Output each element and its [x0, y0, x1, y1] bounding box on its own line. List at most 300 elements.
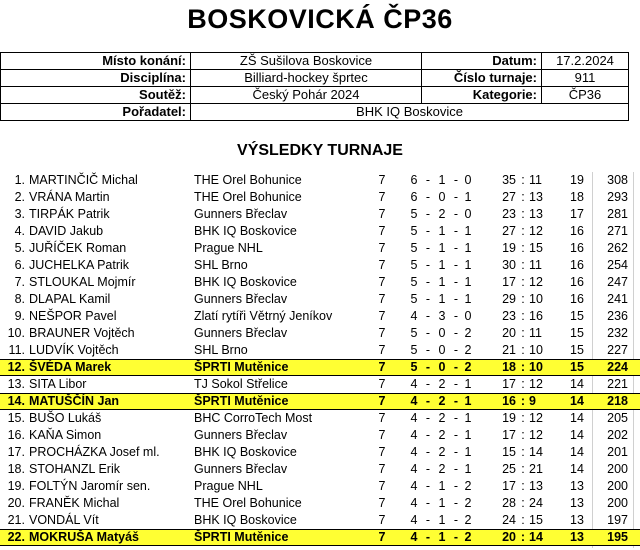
goals-for: 27 [502, 224, 516, 238]
goals-for: 28 [502, 496, 516, 510]
info-row [1, 53, 629, 70]
separator: : [521, 292, 525, 306]
separator: - [453, 411, 459, 425]
club-name: BHK IQ Boskovice [194, 275, 297, 289]
rank: 17. [7, 445, 25, 459]
separator: - [453, 241, 459, 255]
discipline-value: Billiard-hockey šprtec [191, 70, 422, 87]
wins: 5 [410, 292, 418, 306]
separator: - [425, 530, 431, 544]
goals-against: 11 [529, 258, 542, 272]
player-name: MARTINČIČ Michal [29, 173, 138, 187]
draws: 0 [438, 190, 446, 204]
goals-against: 12 [529, 411, 543, 425]
losses: 1 [464, 275, 472, 289]
tournament-number-label: Číslo turnaje: [422, 70, 542, 87]
wins: 5 [410, 224, 418, 238]
goals-for: 19 [502, 241, 516, 255]
losses: 2 [464, 496, 472, 510]
goals-against: 11 [529, 173, 542, 187]
losses: 2 [464, 360, 472, 374]
draws: 1 [438, 292, 446, 306]
draws: 1 [438, 258, 446, 272]
separator: : [520, 360, 526, 374]
losses: 2 [464, 530, 472, 544]
games-played: 7 [378, 241, 386, 255]
competition-value: Český Pohár 2024 [191, 87, 422, 104]
club-name: ŠPRTI Mutěnice [194, 360, 289, 374]
points: 14 [570, 462, 584, 476]
result-row [0, 189, 640, 206]
club-name: SHL Brno [194, 258, 248, 272]
points: 16 [570, 258, 584, 272]
draws: 2 [438, 377, 446, 391]
separator: : [521, 411, 525, 425]
rank: 6. [14, 258, 25, 272]
goals-against: 12 [529, 428, 543, 442]
separator: : [521, 309, 525, 323]
draws: 1 [438, 530, 446, 544]
club-name: BHK IQ Boskovice [194, 513, 297, 527]
player-name: JUCHELKA Patrik [29, 258, 130, 272]
score: 205 [607, 411, 628, 425]
points: 16 [570, 224, 584, 238]
wins: 4 [410, 377, 418, 391]
separator: : [520, 394, 526, 408]
losses: 0 [464, 309, 472, 323]
draws: 0 [438, 343, 446, 357]
separator: - [453, 530, 459, 544]
club-name: Prague NHL [194, 479, 263, 493]
points: 14 [570, 445, 584, 459]
club-name: ŠPRTI Mutěnice [194, 530, 289, 544]
separator: - [453, 360, 459, 374]
tournament-info-table [0, 52, 629, 121]
rank: 19. [7, 479, 25, 493]
wins: 4 [410, 411, 418, 425]
points: 17 [570, 207, 584, 221]
goals-for: 25 [502, 462, 516, 476]
wins: 5 [410, 360, 418, 374]
rank: 5. [14, 241, 25, 255]
draws: 1 [438, 275, 446, 289]
result-row [0, 512, 640, 529]
score: 200 [607, 479, 628, 493]
wins: 4 [410, 530, 418, 544]
goals-against: 10 [529, 360, 543, 374]
draws: 2 [438, 445, 446, 459]
goals-for: 19 [502, 411, 516, 425]
info-row [1, 87, 629, 104]
losses: 1 [464, 394, 472, 408]
draws: 3 [438, 309, 446, 323]
separator: : [521, 343, 525, 357]
rank: 1. [14, 173, 25, 187]
player-name: BRAUNER Vojtěch [29, 326, 135, 340]
player-name: NEŠPOR Pavel [29, 309, 117, 323]
category-label: Kategorie: [422, 87, 542, 104]
page-title: BOSKOVICKÁ ČP36 [187, 4, 453, 34]
score: 221 [607, 377, 628, 391]
club-name: THE Orel Bohunice [194, 190, 302, 204]
club-name: SHL Brno [194, 343, 248, 357]
results-list [0, 172, 640, 546]
highlighted-result-row [0, 359, 640, 376]
club-name: Gunners Břeclav [194, 462, 288, 476]
score: 218 [607, 394, 628, 408]
separator: - [425, 224, 431, 238]
result-row [0, 223, 640, 240]
separator: - [453, 258, 459, 272]
club-name: THE Orel Bohunice [194, 496, 302, 510]
goals-for: 23 [502, 309, 516, 323]
score: 200 [607, 462, 628, 476]
goals-for: 30 [502, 258, 516, 272]
goals-against: 16 [529, 309, 543, 323]
points: 13 [570, 479, 584, 493]
club-name: Gunners Břeclav [194, 207, 288, 221]
points: 16 [570, 292, 584, 306]
rank: 10. [7, 326, 25, 340]
rank: 12. [7, 360, 25, 374]
separator: - [453, 309, 459, 323]
date-value: 17.2.2024 [542, 53, 629, 70]
separator: - [425, 377, 431, 391]
player-name: JUŘÍČEK Roman [29, 241, 127, 255]
club-name: BHC CorroTech Most [194, 411, 313, 425]
goals-against: 13 [529, 207, 543, 221]
club-name: Zlatí rytíři Větrný Jeníkov [194, 309, 333, 323]
games-played: 7 [378, 360, 386, 374]
points: 14 [570, 394, 584, 408]
wins: 5 [410, 275, 418, 289]
goals-against: 24 [529, 496, 543, 510]
losses: 1 [464, 190, 472, 204]
result-row [0, 427, 640, 444]
separator: - [453, 496, 459, 510]
goals-for: 15 [502, 445, 516, 459]
wins: 4 [410, 428, 418, 442]
separator: - [425, 360, 431, 374]
games-played: 7 [378, 394, 386, 408]
results-title: VÝSLEDKY TURNAJE [237, 142, 403, 159]
losses: 1 [464, 462, 472, 476]
goals-for: 27 [502, 190, 516, 204]
separator: - [453, 326, 459, 340]
result-row [0, 325, 640, 342]
goals-against: 14 [529, 530, 543, 544]
player-name: ŠVÉDA Marek [29, 360, 112, 374]
losses: 2 [464, 513, 472, 527]
discipline-label: Disciplína: [1, 70, 191, 87]
draws: 1 [438, 496, 446, 510]
rank: 14. [7, 394, 25, 408]
goals-for: 23 [502, 207, 516, 221]
score: 232 [607, 326, 628, 340]
club-name: ŠPRTI Mutěnice [194, 394, 289, 408]
goals-against: 10 [529, 343, 543, 357]
result-row [0, 240, 640, 257]
games-played: 7 [378, 428, 386, 442]
points: 13 [570, 530, 584, 544]
games-played: 7 [378, 309, 386, 323]
draws: 1 [438, 224, 446, 238]
games-played: 7 [378, 207, 386, 221]
wins: 4 [410, 394, 418, 408]
goals-against: 15 [529, 513, 543, 527]
separator: - [425, 496, 431, 510]
games-played: 7 [378, 513, 386, 527]
draws: 2 [438, 207, 446, 221]
rank: 7. [14, 275, 25, 289]
goals-for: 24 [502, 513, 516, 527]
player-name: MOKRUŠA Matyáš [29, 530, 139, 544]
separator: - [453, 428, 459, 442]
venue-label: Místo konání: [1, 53, 191, 70]
goals-for: 20 [502, 326, 516, 340]
points: 15 [570, 309, 584, 323]
date-label: Datum: [422, 53, 542, 70]
wins: 5 [410, 343, 418, 357]
separator: - [425, 258, 431, 272]
separator: - [425, 394, 431, 408]
games-played: 7 [378, 224, 386, 238]
player-name: STLOUKAL Mojmír [29, 275, 136, 289]
score: 201 [607, 445, 628, 459]
separator: - [425, 190, 431, 204]
separator: : [520, 530, 526, 544]
result-row [0, 274, 640, 291]
separator: - [425, 513, 431, 527]
losses: 2 [464, 479, 472, 493]
losses: 2 [464, 343, 472, 357]
goals-against: 12 [529, 224, 543, 238]
goals-for: 21 [502, 343, 516, 357]
separator: - [453, 394, 459, 408]
separator: : [521, 479, 525, 493]
separator: - [425, 309, 431, 323]
separator: - [425, 445, 431, 459]
points: 18 [570, 190, 584, 204]
player-name: DAVID Jakub [29, 224, 104, 238]
losses: 1 [464, 292, 472, 306]
separator: : [521, 428, 525, 442]
tournament-number-value: 911 [542, 70, 629, 87]
goals-against: 14 [529, 445, 543, 459]
rank: 11. [8, 343, 25, 357]
separator: : [521, 258, 525, 272]
goals-for: 17 [502, 377, 516, 391]
rank: 21. [7, 513, 25, 527]
goals-against: 13 [529, 190, 543, 204]
result-row [0, 444, 640, 461]
points: 16 [570, 241, 584, 255]
games-played: 7 [378, 411, 386, 425]
separator: : [521, 445, 525, 459]
result-row [0, 257, 640, 274]
player-name: DLAPAL Kamil [29, 292, 111, 306]
club-name: TJ Sokol Střelice [194, 377, 288, 391]
separator: - [453, 445, 459, 459]
goals-against: 10 [529, 292, 543, 306]
separator: : [521, 241, 525, 255]
separator: - [453, 275, 459, 289]
separator: - [425, 462, 431, 476]
losses: 2 [464, 326, 472, 340]
losses: 1 [464, 224, 472, 238]
games-played: 7 [378, 343, 386, 357]
games-played: 7 [378, 530, 386, 544]
score: 224 [607, 360, 628, 374]
rank: 22. [7, 530, 25, 544]
draws: 0 [438, 360, 446, 374]
goals-against: 13 [529, 479, 543, 493]
wins: 4 [410, 496, 418, 510]
score: 200 [607, 496, 628, 510]
draws: 0 [438, 326, 446, 340]
points: 13 [570, 513, 584, 527]
goals-against: 12 [529, 275, 543, 289]
losses: 1 [464, 258, 472, 272]
separator: - [425, 207, 431, 221]
club-name: BHK IQ Boskovice [194, 224, 297, 238]
goals-for: 17 [502, 428, 516, 442]
result-row [0, 495, 640, 512]
wins: 4 [410, 309, 418, 323]
player-name: FRANĚK Michal [29, 496, 120, 510]
separator: - [453, 513, 459, 527]
rank: 8. [14, 292, 25, 306]
separator: - [453, 292, 459, 306]
info-row [1, 104, 629, 121]
score: 293 [607, 190, 628, 204]
goals-for: 35 [502, 173, 516, 187]
draws: 1 [438, 479, 446, 493]
games-played: 7 [378, 479, 386, 493]
club-name: Gunners Břeclav [194, 292, 288, 306]
draws: 2 [438, 411, 446, 425]
games-played: 7 [378, 173, 386, 187]
games-played: 7 [378, 326, 386, 340]
goals-for: 17 [502, 275, 516, 289]
separator: - [425, 326, 431, 340]
separator: - [453, 207, 459, 221]
draws: 2 [438, 428, 446, 442]
player-name: TIRPÁK Patrik [29, 207, 110, 221]
player-name: PROCHÁZKA Josef ml. [29, 445, 160, 459]
games-played: 7 [378, 462, 386, 476]
club-name: Gunners Břeclav [194, 326, 288, 340]
points: 14 [570, 377, 584, 391]
info-row [1, 70, 629, 87]
wins: 5 [410, 241, 418, 255]
points: 15 [570, 326, 584, 340]
rank: 16. [7, 428, 25, 442]
score: 262 [607, 241, 628, 255]
points: 16 [570, 275, 584, 289]
club-name: Gunners Břeclav [194, 428, 288, 442]
separator: - [425, 241, 431, 255]
separator: - [453, 343, 459, 357]
goals-for: 17 [502, 479, 516, 493]
player-name: STOHANZL Erik [29, 462, 120, 476]
rank: 13. [7, 377, 25, 391]
club-name: BHK IQ Boskovice [194, 445, 297, 459]
draws: 1 [438, 241, 446, 255]
losses: 1 [464, 241, 472, 255]
points: 15 [570, 360, 584, 374]
wins: 5 [410, 326, 418, 340]
score: 202 [607, 428, 628, 442]
separator: - [425, 428, 431, 442]
goals-against: 12 [529, 377, 543, 391]
organizer-value: BHK IQ Boskovice [191, 104, 629, 121]
score: 241 [607, 292, 628, 306]
separator: - [453, 479, 459, 493]
wins: 4 [410, 445, 418, 459]
losses: 1 [464, 428, 472, 442]
rank: 2. [14, 190, 25, 204]
score: 197 [607, 513, 628, 527]
player-name: MATUŠČÍN Jan [29, 394, 120, 408]
separator: - [453, 377, 459, 391]
separator: : [521, 377, 525, 391]
goals-against: 21 [529, 462, 543, 476]
player-name: VRÁNA Martin [29, 190, 110, 204]
wins: 4 [410, 513, 418, 527]
separator: - [453, 224, 459, 238]
rank: 20. [7, 496, 25, 510]
games-played: 7 [378, 445, 386, 459]
player-name: BUŠO Lukáš [29, 411, 102, 425]
result-row [0, 291, 640, 308]
points: 19 [570, 173, 584, 187]
rank: 3. [14, 207, 25, 221]
result-row [0, 461, 640, 478]
highlighted-result-row [0, 393, 640, 410]
club-name: THE Orel Bohunice [194, 173, 302, 187]
score: 281 [607, 207, 628, 221]
result-row [0, 376, 640, 393]
score: 247 [607, 275, 628, 289]
result-row [0, 172, 640, 189]
separator: - [453, 190, 459, 204]
venue-value: ZŠ Sušilova Boskovice [191, 53, 422, 70]
highlighted-result-row [0, 529, 640, 546]
score: 271 [607, 224, 628, 238]
draws: 2 [438, 462, 446, 476]
separator: - [453, 462, 459, 476]
games-played: 7 [378, 292, 386, 306]
rank: 9. [14, 309, 25, 323]
draws: 1 [438, 173, 446, 187]
separator: : [521, 513, 525, 527]
wins: 4 [410, 479, 418, 493]
score: 236 [607, 309, 628, 323]
player-name: VONDÁL Vít [29, 513, 99, 527]
games-played: 7 [378, 496, 386, 510]
separator: : [521, 275, 525, 289]
separator: : [521, 326, 525, 340]
result-row [0, 308, 640, 325]
result-row [0, 342, 640, 359]
separator: - [425, 411, 431, 425]
separator: : [521, 173, 525, 187]
organizer-label: Pořadatel: [1, 104, 191, 121]
games-played: 7 [378, 377, 386, 391]
separator: - [453, 173, 459, 187]
goals-for: 16 [502, 394, 516, 408]
